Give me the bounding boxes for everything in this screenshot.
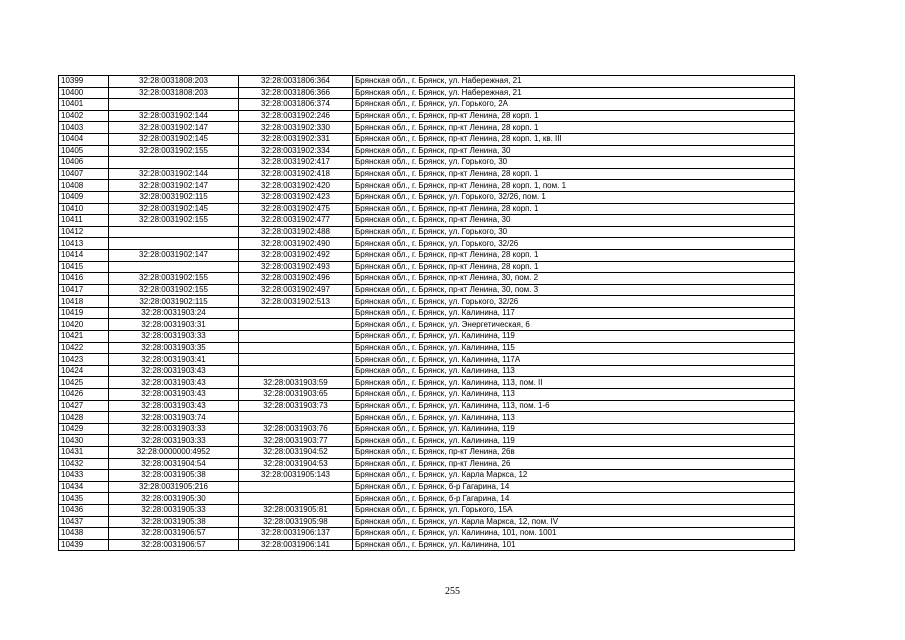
object-number-cell <box>239 412 353 424</box>
table-row <box>59 261 795 273</box>
parcel-number-cell: 32:28:0031903:74 <box>109 412 239 424</box>
address-cell: Брянская обл., г. Брянск, пр-кт Ленина, 26в <box>353 447 795 459</box>
table-row <box>59 168 795 180</box>
object-number-cell: 32:28:0031902:330 <box>239 122 353 134</box>
table-row <box>59 458 795 470</box>
object-number-cell <box>239 331 353 343</box>
object-number-cell: 32:28:0031902:493 <box>239 261 353 273</box>
row-number-cell: 10404 <box>59 133 109 145</box>
row-number-cell: 10436 <box>59 504 109 516</box>
object-number-cell: 32:28:0031903:59 <box>239 377 353 389</box>
parcel-number-cell: 32:28:0031902:155 <box>109 284 239 296</box>
row-number-cell: 10421 <box>59 331 109 343</box>
row-number-cell: 10430 <box>59 435 109 447</box>
table-row <box>59 365 795 377</box>
address-cell: Брянская обл., г. Брянск, ул. Горького, 32/26 <box>353 296 795 308</box>
row-number-cell: 10424 <box>59 365 109 377</box>
parcel-number-cell: 32:28:0031902:147 <box>109 180 239 192</box>
address-cell: Брянская обл., г. Брянск, ул. Калинина, 119 <box>353 423 795 435</box>
row-number-cell: 10405 <box>59 145 109 157</box>
row-number-cell: 10402 <box>59 110 109 122</box>
row-number-cell: 10431 <box>59 447 109 459</box>
parcel-number-cell <box>109 238 239 250</box>
row-number-cell: 10403 <box>59 122 109 134</box>
table-row <box>59 122 795 134</box>
table-row <box>59 284 795 296</box>
parcel-number-cell <box>109 157 239 169</box>
address-cell: Брянская обл., г. Брянск, ул. Набережная, 21 <box>353 87 795 99</box>
parcel-number-cell: 32:28:0031905:30 <box>109 493 239 505</box>
row-number-cell: 10423 <box>59 354 109 366</box>
table-row <box>59 249 795 261</box>
parcel-number-cell: 32:28:0031904:54 <box>109 458 239 470</box>
table-row <box>59 110 795 122</box>
table-row <box>59 331 795 343</box>
property-table <box>58 75 795 551</box>
address-cell: Брянская обл., г. Брянск, ул. Калинина, 101, пом. 1001 <box>353 528 795 540</box>
parcel-number-cell: 32:28:0031905:38 <box>109 470 239 482</box>
row-number-cell: 10410 <box>59 203 109 215</box>
row-number-cell: 10400 <box>59 87 109 99</box>
table-row <box>59 539 795 551</box>
table-row <box>59 516 795 528</box>
table-row <box>59 180 795 192</box>
address-cell: Брянская обл., г. Брянск, ул. Горького, 30 <box>353 157 795 169</box>
object-number-cell: 32:28:0031904:53 <box>239 458 353 470</box>
object-number-cell: 32:28:0031902:497 <box>239 284 353 296</box>
table-row <box>59 493 795 505</box>
table-row <box>59 400 795 412</box>
row-number-cell: 10422 <box>59 342 109 354</box>
address-cell: Брянская обл., г. Брянск, пр-кт Ленина, 28 корп. 1 <box>353 203 795 215</box>
address-cell: Брянская обл., г. Брянск, пр-кт Ленина, 26 <box>353 458 795 470</box>
address-cell: Брянская обл., г. Брянск, пр-кт Ленина, 30, пом. 2 <box>353 273 795 285</box>
address-cell: Брянская обл., г. Брянск, ул. Карла Маркса, 12 <box>353 470 795 482</box>
address-cell: Брянская обл., г. Брянск, ул. Калинина, 113, пом. 1-6 <box>353 400 795 412</box>
parcel-number-cell: 32:28:0031808:203 <box>109 76 239 88</box>
parcel-number-cell: 32:28:0031903:33 <box>109 423 239 435</box>
row-number-cell: 10413 <box>59 238 109 250</box>
object-number-cell: 32:28:0031902:331 <box>239 133 353 145</box>
object-number-cell <box>239 493 353 505</box>
table-row <box>59 423 795 435</box>
object-number-cell: 32:28:0031902:417 <box>239 157 353 169</box>
row-number-cell: 10429 <box>59 423 109 435</box>
row-number-cell: 10426 <box>59 389 109 401</box>
object-number-cell: 32:28:0031905:81 <box>239 504 353 516</box>
address-cell: Брянская обл., г. Брянск, ул. Калинина, 119 <box>353 331 795 343</box>
address-cell: Брянская обл., г. Брянск, ул. Набережная, 21 <box>353 76 795 88</box>
parcel-number-cell: 32:28:0031905:216 <box>109 481 239 493</box>
object-number-cell <box>239 307 353 319</box>
parcel-number-cell: 32:28:0031903:24 <box>109 307 239 319</box>
table-row <box>59 528 795 540</box>
address-cell: Брянская обл., г. Брянск, пр-кт Ленина, 28 корп. 1 <box>353 261 795 273</box>
page-number: 255 <box>445 586 460 597</box>
table-row <box>59 342 795 354</box>
table-row <box>59 377 795 389</box>
row-number-cell: 10434 <box>59 481 109 493</box>
row-number-cell: 10414 <box>59 249 109 261</box>
parcel-number-cell: 32:28:0031905:38 <box>109 516 239 528</box>
parcel-number-cell: 32:28:0031902:144 <box>109 168 239 180</box>
row-number-cell: 10420 <box>59 319 109 331</box>
parcel-number-cell <box>109 261 239 273</box>
table-row <box>59 133 795 145</box>
parcel-number-cell: 32:28:0031903:35 <box>109 342 239 354</box>
address-cell: Брянская обл., г. Брянск, ул. Горького, 32/26 <box>353 238 795 250</box>
table-row <box>59 273 795 285</box>
row-number-cell: 10438 <box>59 528 109 540</box>
row-number-cell: 10427 <box>59 400 109 412</box>
parcel-number-cell: 32:28:0031903:31 <box>109 319 239 331</box>
parcel-number-cell: 32:28:0031903:41 <box>109 354 239 366</box>
row-number-cell: 10399 <box>59 76 109 88</box>
address-cell: Брянская обл., г. Брянск, пр-кт Ленина, 30 <box>353 215 795 227</box>
table-row <box>59 87 795 99</box>
address-cell: Брянская обл., г. Брянск, ул. Калинина, 113, пом. II <box>353 377 795 389</box>
address-cell: Брянская обл., г. Брянск, ул. Калинина, 115 <box>353 342 795 354</box>
parcel-number-cell <box>109 226 239 238</box>
object-number-cell: 32:28:0031905:98 <box>239 516 353 528</box>
parcel-number-cell: 32:28:0031902:115 <box>109 191 239 203</box>
parcel-number-cell: 32:28:0031902:155 <box>109 215 239 227</box>
address-cell: Брянская обл., г. Брянск, ул. Калинина, 119 <box>353 435 795 447</box>
row-number-cell: 10407 <box>59 168 109 180</box>
row-number-cell: 10408 <box>59 180 109 192</box>
row-number-cell: 10435 <box>59 493 109 505</box>
row-number-cell: 10432 <box>59 458 109 470</box>
row-number-cell: 10406 <box>59 157 109 169</box>
object-number-cell: 32:28:0031902:423 <box>239 191 353 203</box>
table-row <box>59 76 795 88</box>
table-row <box>59 504 795 516</box>
address-cell: Брянская обл., г. Брянск, пр-кт Ленина, 28 корп. 1, пом. 1 <box>353 180 795 192</box>
parcel-number-cell: 32:28:0031903:33 <box>109 435 239 447</box>
row-number-cell: 10418 <box>59 296 109 308</box>
address-cell: Брянская обл., г. Брянск, пр-кт Ленина, 30, пом. 3 <box>353 284 795 296</box>
table-row <box>59 389 795 401</box>
table-row <box>59 354 795 366</box>
parcel-number-cell: 32:28:0031902:155 <box>109 273 239 285</box>
object-number-cell: 32:28:0031806:366 <box>239 87 353 99</box>
address-cell: Брянская обл., г. Брянск, ул. Горького, 32/26, пом. 1 <box>353 191 795 203</box>
row-number-cell: 10439 <box>59 539 109 551</box>
table-row <box>59 99 795 111</box>
table-row <box>59 447 795 459</box>
row-number-cell: 10433 <box>59 470 109 482</box>
parcel-number-cell: 32:28:0031903:43 <box>109 365 239 377</box>
table-row <box>59 296 795 308</box>
row-number-cell: 10416 <box>59 273 109 285</box>
object-number-cell: 32:28:0031902:513 <box>239 296 353 308</box>
parcel-number-cell: 32:28:0000000:4952 <box>109 447 239 459</box>
property-table-body <box>59 76 795 551</box>
object-number-cell: 32:28:0031902:334 <box>239 145 353 157</box>
address-cell: Брянская обл., г. Брянск, ул. Калинина, 117А <box>353 354 795 366</box>
object-number-cell: 32:28:0031904:52 <box>239 447 353 459</box>
object-number-cell: 32:28:0031906:137 <box>239 528 353 540</box>
table-row <box>59 145 795 157</box>
address-cell: Брянская обл., г. Брянск, пр-кт Ленина, 28 корп. 1 <box>353 168 795 180</box>
address-cell: Брянская обл., г. Брянск, пр-кт Ленина, 28 корп. 1 <box>353 249 795 261</box>
table-row <box>59 470 795 482</box>
parcel-number-cell: 32:28:0031902:147 <box>109 122 239 134</box>
address-cell: Брянская обл., г. Брянск, ул. Горького, 30 <box>353 226 795 238</box>
parcel-number-cell: 32:28:0031903:43 <box>109 377 239 389</box>
table-row <box>59 226 795 238</box>
table-row <box>59 157 795 169</box>
object-number-cell: 32:28:0031906:141 <box>239 539 353 551</box>
object-number-cell: 32:28:0031806:364 <box>239 76 353 88</box>
object-number-cell: 32:28:0031905:143 <box>239 470 353 482</box>
parcel-number-cell: 32:28:0031902:115 <box>109 296 239 308</box>
object-number-cell: 32:28:0031902:477 <box>239 215 353 227</box>
table-row <box>59 203 795 215</box>
address-cell: Брянская обл., г. Брянск, б-р Гагарина, 14 <box>353 481 795 493</box>
object-number-cell: 32:28:0031902:246 <box>239 110 353 122</box>
address-cell: Брянская обл., г. Брянск, ул. Калинина, 113 <box>353 412 795 424</box>
address-cell: Брянская обл., г. Брянск, ул. Горького, 15А <box>353 504 795 516</box>
object-number-cell: 32:28:0031902:492 <box>239 249 353 261</box>
address-cell: Брянская обл., г. Брянск, ул. Калинина, 113 <box>353 365 795 377</box>
row-number-cell: 10437 <box>59 516 109 528</box>
table-row <box>59 307 795 319</box>
object-number-cell <box>239 354 353 366</box>
table-row <box>59 319 795 331</box>
object-number-cell: 32:28:0031902:496 <box>239 273 353 285</box>
address-cell: Брянская обл., г. Брянск, пр-кт Ленина, 30 <box>353 145 795 157</box>
object-number-cell: 32:28:0031903:73 <box>239 400 353 412</box>
parcel-number-cell: 32:28:0031905:33 <box>109 504 239 516</box>
table-row <box>59 435 795 447</box>
table-row <box>59 215 795 227</box>
table-row <box>59 191 795 203</box>
parcel-number-cell: 32:28:0031906:57 <box>109 539 239 551</box>
table-row <box>59 412 795 424</box>
row-number-cell: 10411 <box>59 215 109 227</box>
parcel-number-cell: 32:28:0031903:33 <box>109 331 239 343</box>
object-number-cell: 32:28:0031903:76 <box>239 423 353 435</box>
object-number-cell <box>239 481 353 493</box>
object-number-cell: 32:28:0031902:418 <box>239 168 353 180</box>
address-cell: Брянская обл., г. Брянск, пр-кт Ленина, 28 корп. 1, кв. III <box>353 133 795 145</box>
row-number-cell: 10428 <box>59 412 109 424</box>
object-number-cell: 32:28:0031903:77 <box>239 435 353 447</box>
table-row <box>59 238 795 250</box>
object-number-cell: 32:28:0031902:420 <box>239 180 353 192</box>
parcel-number-cell: 32:28:0031902:145 <box>109 203 239 215</box>
row-number-cell: 10401 <box>59 99 109 111</box>
object-number-cell <box>239 319 353 331</box>
address-cell: Брянская обл., г. Брянск, ул. Калинина, 113 <box>353 389 795 401</box>
parcel-number-cell: 32:28:0031902:147 <box>109 249 239 261</box>
parcel-number-cell <box>109 99 239 111</box>
address-cell: Брянская обл., г. Брянск, ул. Калинина, 101 <box>353 539 795 551</box>
table-row <box>59 481 795 493</box>
row-number-cell: 10415 <box>59 261 109 273</box>
object-number-cell: 32:28:0031903:65 <box>239 389 353 401</box>
address-cell: Брянская обл., г. Брянск, б-р Гагарина, 14 <box>353 493 795 505</box>
row-number-cell: 10412 <box>59 226 109 238</box>
parcel-number-cell: 32:28:0031808:203 <box>109 87 239 99</box>
parcel-number-cell: 32:28:0031906:57 <box>109 528 239 540</box>
object-number-cell: 32:28:0031806:374 <box>239 99 353 111</box>
address-cell: Брянская обл., г. Брянск, пр-кт Ленина, 28 корп. 1 <box>353 110 795 122</box>
object-number-cell: 32:28:0031902:488 <box>239 226 353 238</box>
address-cell: Брянская обл., г. Брянск, ул. Горького, 2А <box>353 99 795 111</box>
parcel-number-cell: 32:28:0031903:43 <box>109 400 239 412</box>
object-number-cell: 32:28:0031902:475 <box>239 203 353 215</box>
parcel-number-cell: 32:28:0031902:155 <box>109 145 239 157</box>
object-number-cell <box>239 342 353 354</box>
address-cell: Брянская обл., г. Брянск, пр-кт Ленина, 28 корп. 1 <box>353 122 795 134</box>
row-number-cell: 10409 <box>59 191 109 203</box>
row-number-cell: 10425 <box>59 377 109 389</box>
parcel-number-cell: 32:28:0031902:145 <box>109 133 239 145</box>
object-number-cell <box>239 365 353 377</box>
object-number-cell: 32:28:0031902:490 <box>239 238 353 250</box>
row-number-cell: 10417 <box>59 284 109 296</box>
parcel-number-cell: 32:28:0031903:43 <box>109 389 239 401</box>
address-cell: Брянская обл., г. Брянск, ул. Энергетическая, 6 <box>353 319 795 331</box>
row-number-cell: 10419 <box>59 307 109 319</box>
address-cell: Брянская обл., г. Брянск, ул. Калинина, 117 <box>353 307 795 319</box>
address-cell: Брянская обл., г. Брянск, ул. Карла Маркса, 12, пом. IV <box>353 516 795 528</box>
parcel-number-cell: 32:28:0031902:144 <box>109 110 239 122</box>
